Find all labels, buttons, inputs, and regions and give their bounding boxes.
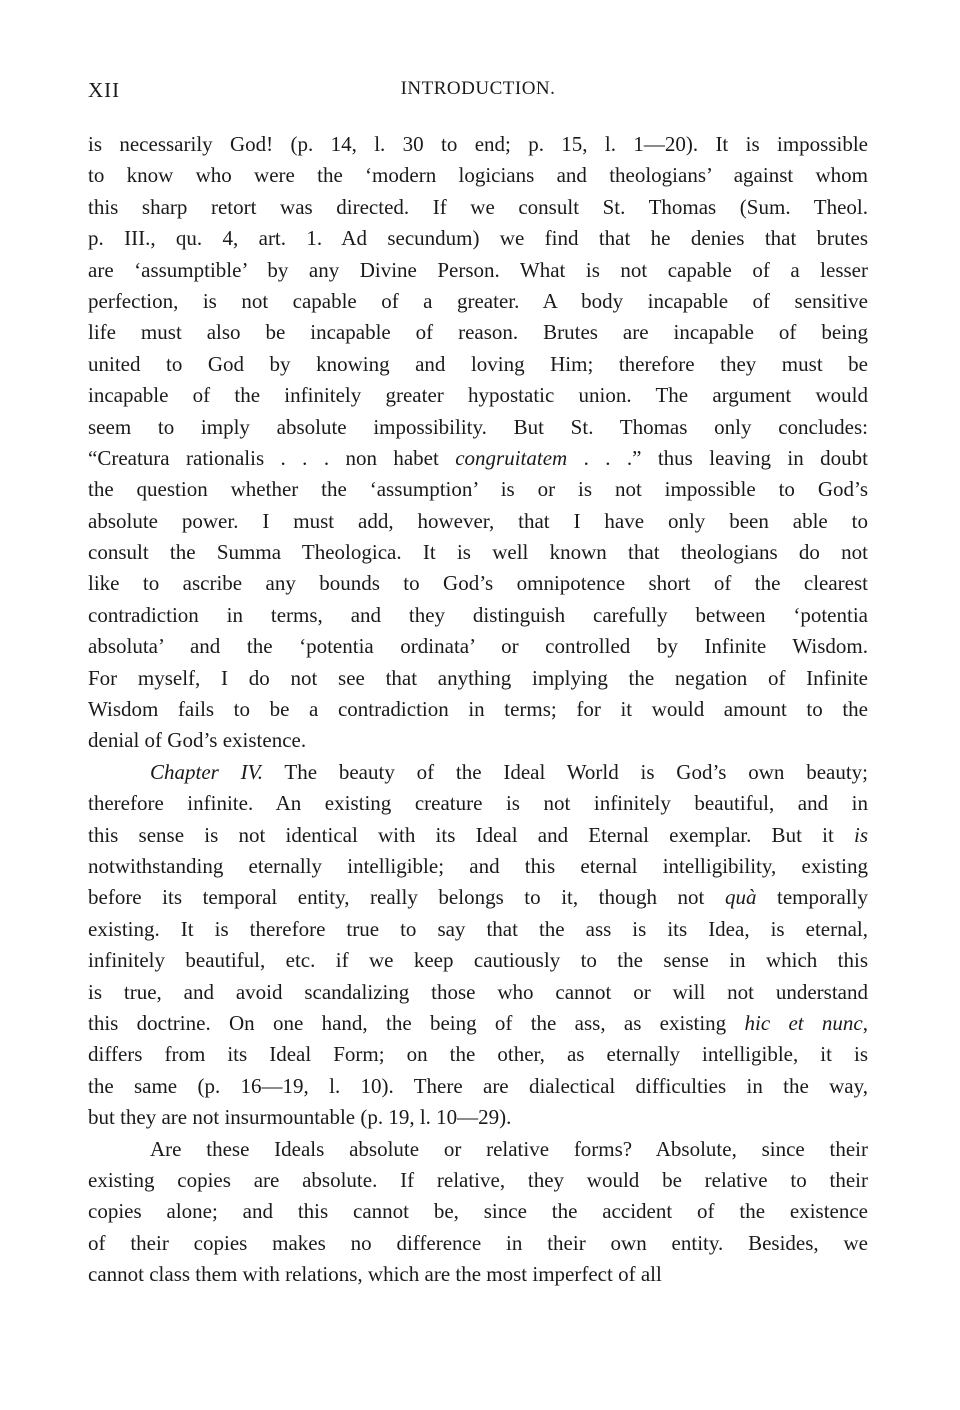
text-line: denial of God’s existence. [88,728,307,753]
text-line: the same (p. 16—19, l. 10). There are dialectical difficulties in the way, [88,1073,868,1098]
text-line: p. III., qu. 4, art. 1. Ad secundum) we find that he denies that brutes [88,226,868,251]
text-line: therefore infinite. An existing creature is not infinitely beautiful, and in [88,791,868,816]
text-line: is necessarily God! (p. 14, l. 30 to end; p. 15, l. 1—20). It is impossible [88,132,868,156]
text-line: Wisdom fails to be a contradiction in terms; for it would amount to the [88,697,868,722]
text-line: united to God by knowing and loving Him; therefore they must be [88,351,868,376]
italic-text: is [853,822,868,847]
text-line: incapable of the infinitely greater hypostatic union. The argument would [88,383,868,408]
text-line: to know who were the ‘modern logicians and theologians’ against whom [88,163,868,188]
running-title: INTRODUCTION. [400,78,556,99]
text-line: are ‘assumptible’ by any Divine Person. What is not capable of a lesser [88,257,868,282]
text-line: this sense is not identical with its Ideal and Eternal exemplar. But it is [88,822,868,847]
text-line: consult the Summa Theologica. It is well known that theologians do not [88,540,868,565]
text-line: seem to imply absolute impossibility. But St. Thomas only concludes: [88,414,868,439]
text-line: Are these Ideals absolute or relative forms? Absolute, since their [150,1136,868,1161]
text-line: life must also be incapable of reason. Brutes are incapable of being [88,320,868,345]
page-number: XII [88,78,121,102]
italic-text: hic et nunc [744,1010,863,1035]
body-text [88,129,868,1290]
text-line: absolute power. I must add, however, that I have only been able to [88,508,868,533]
text-line: “Creatura rationalis . . . non habet congruitatem . . .” thus leaving in doubt [88,445,868,470]
text-line: the question whether the ‘assumption’ is or is not impossible to God’s [88,477,868,502]
text-line: like to ascribe any bounds to God’s omnipotence short of the clearest [88,571,868,596]
text-line: existing copies are absolute. If relative, they would be relative to their [88,1167,868,1192]
text-line: this doctrine. On one hand, the being of the ass, as existing hic et nunc, [88,1010,868,1035]
text-line: absoluta’ and the ‘potentia ordinata’ or controlled by Infinite Wisdom. [88,634,868,659]
text-line: is true, and avoid scandalizing those who cannot or will not understand [88,979,868,1004]
text-line: differs from its Ideal Form; on the other, as eternally intelligible, it is [88,1042,868,1067]
text-line: copies alone; and this cannot be, since the accident of the existence [88,1199,868,1224]
text-line: but they are not insurmountable (p. 19, l. 10—29). [88,1105,512,1130]
text-line: of their copies makes no difference in their own entity. Besides, we [88,1230,868,1255]
text-line: perfection, is not capable of a greater. A body incapable of sensitive [88,288,868,313]
text-line: notwithstanding eternally intelligible; and this eternal intelligibility, existing [88,853,868,878]
page-header [88,78,868,104]
text-line: this sharp retort was directed. If we consult St. Thomas (Sum. Theol. [88,194,868,219]
text-line: existing. It is therefore true to say that the ass is its Idea, is eternal, [88,916,868,941]
text-line: before its temporal entity, really belongs to it, though not quà temporally [88,885,868,910]
italic-text: Chapter IV. [150,759,263,784]
text-line: infinitely beautiful, etc. if we keep cautiously to the sense in which this [88,948,868,973]
text-line: For myself, I do not see that anything implying the negation of Infinite [88,665,868,690]
italic-text: quà [724,885,757,910]
text-line: contradiction in terms, and they distinguish carefully between ‘potentia [88,602,868,627]
italic-text: congruitatem [455,445,568,470]
text-line: cannot class them with relations, which are the most imperfect of all [88,1262,662,1287]
text-line: Chapter IV. The beauty of the Ideal World is God’s own beauty; [150,759,868,784]
